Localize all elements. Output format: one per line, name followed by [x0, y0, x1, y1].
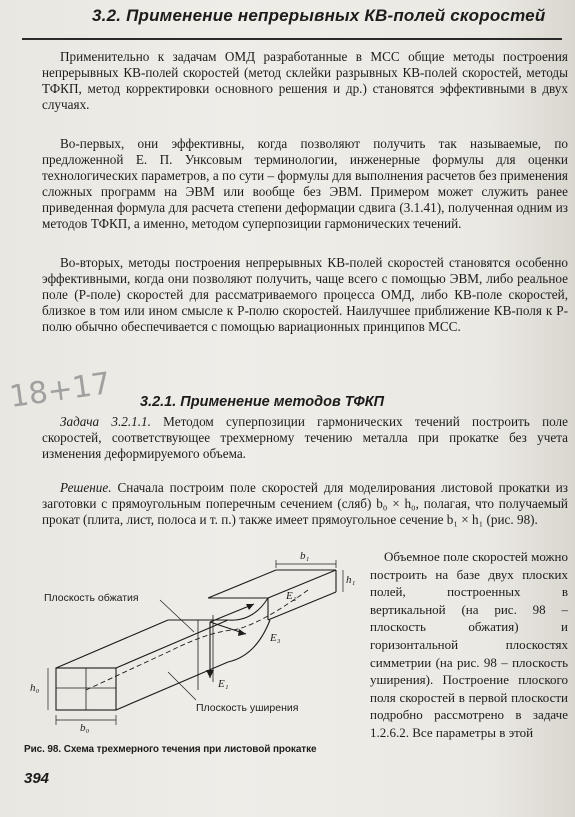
- paragraph-2: Во-первых, они эффективны, когда позволяют получить так называемые, по предложенной Е. П. Унксовым терминологии, инженерные формулы для оценки технологических параметров, а по сути – формулы для выполнения расчетов без применения сложных программ на ЭВМ или вообще без ЭВМ. Примером может служить ранее приведенная формула для расчета степени деформации сдвига (3.1.41), полученная одним из методов ТФКП, а именно, методом суперпозиции гармонических течений.: [42, 136, 568, 232]
- solution-text: Сначала построим поле скоростей для моделирования листовой прокатки из заготовки с прямоугольным поперечным сечением (сляб) b₀ × h₀, полагая, что получаемый прокат (плита, лист, полоса и т. п.) также имеет прямоугольное сечение b₁ × h₁ (рис. 98).: [42, 480, 568, 528]
- header-rule: [22, 38, 562, 40]
- paragraph-1: Применительно к задачам ОМД разработанные в МСС общие методы построения непрерывных КВ-полей скоростей (метод склейки разрывных КВ-полей скоростей, методы ТФКП, метод корректировки основного решения и др.) становятся эффективными в двух случаях.: [42, 49, 568, 113]
- paragraph-3: Во-вторых, методы построения непрерывных КВ-полей скоростей становятся особенно эффективными, когда они позволяют получить, чаще всего с помощью ЭВМ, либо реальное поле (Р-поле) скоростей для рассматриваемого процесса ОМД, либо КВ-поле скоростей, близкое в том или ином смысле к Р-полю скоростей. Наилучшее приближение КВ-поля к Р-полю обычно обеспечивается с помощью вариационных принципов МСС.: [42, 255, 568, 335]
- handwritten-note: [6, 366, 113, 415]
- widening-plane-label: Плоскость уширения: [196, 702, 299, 714]
- b0-symbol: b₀: [80, 722, 90, 734]
- rolling-scheme-diagram: [18, 560, 363, 740]
- e3-symbol: E₃: [270, 632, 281, 644]
- subsection-title: 3.2.1. Применение методов ТФКП: [140, 394, 385, 410]
- task-lead: Задача 3.2.1.1.: [60, 414, 151, 429]
- side-paragraph: Объемное поле скоростей можно построить на базе двух плоских полей, построенных в вертикальной (на рис. 98 – плоскость обжатия) и горизонтальной плоскостях симметрии (на рис. 98 – плоскость уширения). Построение плоского поля скоростей в первой плоскости подробно рассмотрено в задаче 1.2.6.2. Все параметры в этой: [370, 549, 568, 740]
- h0-symbol: h₀: [30, 682, 40, 694]
- compression-plane-label: Плоскость обжатия: [44, 592, 139, 604]
- task-paragraph: [42, 414, 568, 462]
- b1-symbol: b₁: [300, 550, 310, 562]
- h1-symbol: h₁: [346, 574, 356, 586]
- solution-paragraph: [42, 480, 568, 528]
- e1-symbol: E₁: [218, 678, 229, 690]
- e2-symbol: E₂: [286, 590, 297, 602]
- section-title: 3.2. Применение непрерывных КВ-полей скоростей: [92, 6, 546, 25]
- page-number: 394: [24, 770, 50, 787]
- figure-caption: Рис. 98. Схема трехмерного течения при листовой прокатке: [24, 744, 317, 755]
- handwritten-note-text: 18+17: [7, 366, 113, 415]
- solution-lead: Решение.: [60, 480, 112, 495]
- task-text: Методом суперпозиции гармонических течений построить поле скоростей, соответствующее трехмерному течению металла при прокатке без учета изменения деформируемого объема.: [42, 414, 568, 462]
- figure-98: [18, 550, 363, 740]
